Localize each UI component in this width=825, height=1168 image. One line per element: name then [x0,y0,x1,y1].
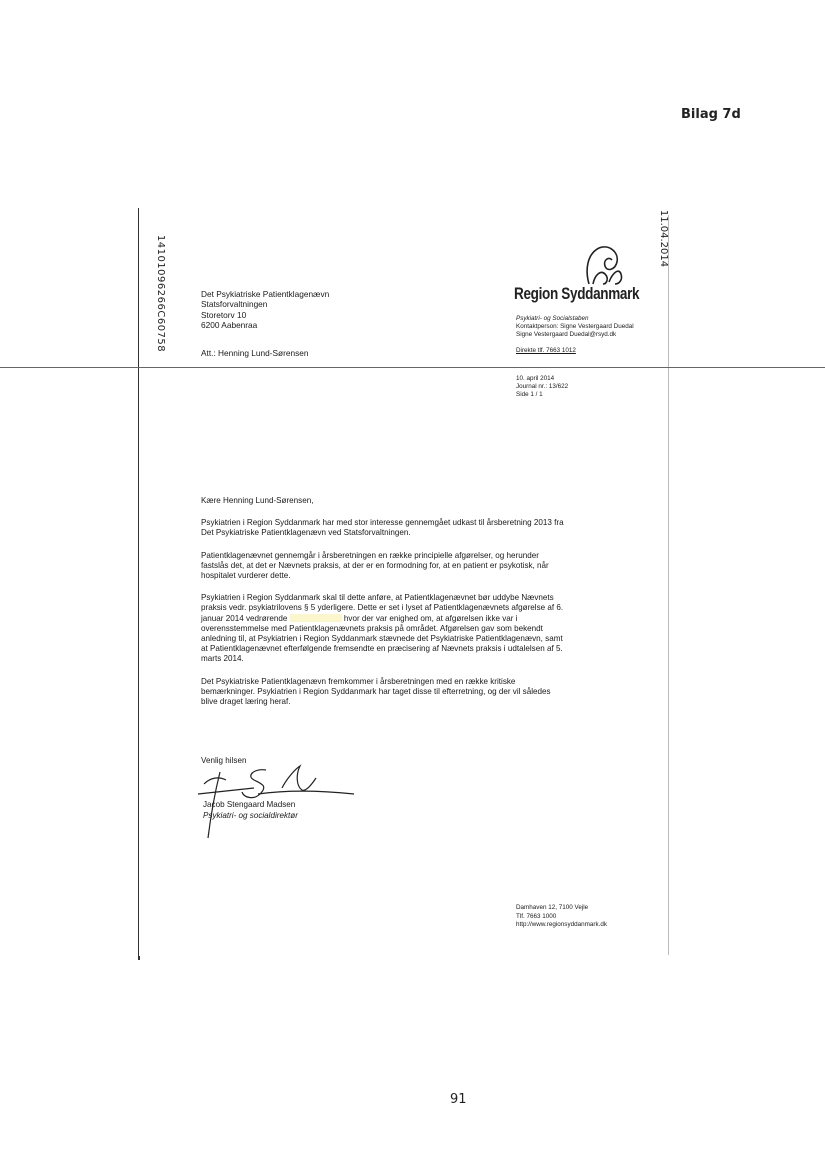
paragraph-line: overensstemmelse med Patientklagenævnets praksis på området. Afgørelsen gav som bekendt [201,623,543,633]
recipient-line: Det Psykiatriske Patientklagenævn [201,289,330,299]
sender-department: Psykiatri- og Socialstaben [516,315,589,322]
signer-name: Jacob Stengaard Madsen [203,800,296,809]
scan-edge-right [668,215,669,955]
paragraph-line: bemærkninger. Psykiatrien i Region Syddanmark har taget disse til efterretning, og der vil således [201,686,551,696]
paragraph-line: fastslås det, at det er Nævnets praksis, at der er en formodning for, at en patient er psykotisk, når [201,560,549,570]
received-date-stamp: 11.04.2014 [658,209,670,268]
signer-block [203,800,298,821]
letter-references [516,375,568,399]
recipient-line: 6200 Aabenraa [201,320,258,331]
recipient-address [201,289,329,358]
paragraph [201,677,631,708]
signer-title: Psykiatri- og socialdirektør [203,810,298,820]
recipient-line: Storetorv 10 [201,309,247,320]
closing: Venlig hilsen [201,756,247,765]
sender-direct-phone: Direkte tlf. 7663 1012 [516,347,576,355]
paragraph-line: anledning til, at Psykiatrien i Region Syddanmark stævnede det Psykiatriske Patientklagenævn, samt [201,634,563,644]
footer-phone: Tlf. 7663 1000 [516,912,557,920]
footer-address [516,904,607,930]
paragraph-line: Det Psykiatriske Patientklagenævn fremkommer i årsberetningen med en række kritiske [201,676,516,686]
page-number: 91 [450,1092,467,1107]
organization-name: Region Syddanmark [514,285,640,303]
paragraph-line: praksis vedr. psykiatrilovens § 5 yderligere. Dette er set i lyset af Patientklagenævnets afgørelse af 6. [201,603,564,613]
paragraph-line: januar 2014 vedrørende [201,613,288,623]
paragraph [201,551,631,582]
paragraph-line: Psykiatrien i Region Syddanmark skal til dette anføre, at Patientklagenævnet bør uddybe Nævnets [201,593,554,603]
paragraph-line: at Patientklagenævnet efterfølgende fremsendte en præcisering af Nævnets praksis i udtalelsen af 5. [201,644,563,654]
letter-body [201,496,631,719]
letter-date: 10. april 2014 [516,375,555,382]
paragraph-line: Det Psykiatriske Patientklagenævn ved Statsforvaltningen. [201,528,411,538]
paragraph [201,593,631,664]
sender-email: Signe Vestergaard Duedal@rsyd.dk [516,331,617,339]
redaction-mark [290,614,342,622]
scan-barcode-text: 14101096266C60758 [155,234,167,353]
paragraph-line: hospitalet vurderer dette. [201,571,291,581]
scan-fold-line [0,367,825,368]
journal-number: Journal nr.: 13/622 [516,383,569,391]
salutation: Kære Henning Lund-Sørensen, [201,496,314,505]
paragraph-line: marts 2014. [201,654,244,664]
recipient-attention: Att.: Henning Lund-Sørensen [201,347,309,358]
footer-website: http://www.regionsyddanmark.dk [516,921,607,929]
page-indicator: Side 1 / 1 [516,391,543,399]
scan-edge-bottom [138,956,140,960]
sender-info [516,315,634,355]
paragraph-line: blive draget læring heraf. [201,697,291,707]
recipient-line: Statsforvaltningen [201,299,268,310]
scan-edge-left [138,208,139,958]
paragraph-line: Psykiatrien i Region Syddanmark har med stor interesse gennemgået udkast til årsberetning 2013 fra [201,518,564,528]
sender-contact: Kontaktperson: Signe Vestergaard Duedal [516,323,634,331]
paragraph-line: hvor der var enighed om, at afgørelsen ikke var i [343,613,518,623]
region-logo-icon [579,244,627,286]
annex-label: Bilag 7d [681,107,741,122]
footer-street: Damhaven 12, 7100 Vejle [516,904,589,911]
paragraph [201,518,631,538]
paragraph-line: Patientklagenævnet gennemgår i årsberetningen en række principielle afgørelser, og herunder [201,550,539,560]
